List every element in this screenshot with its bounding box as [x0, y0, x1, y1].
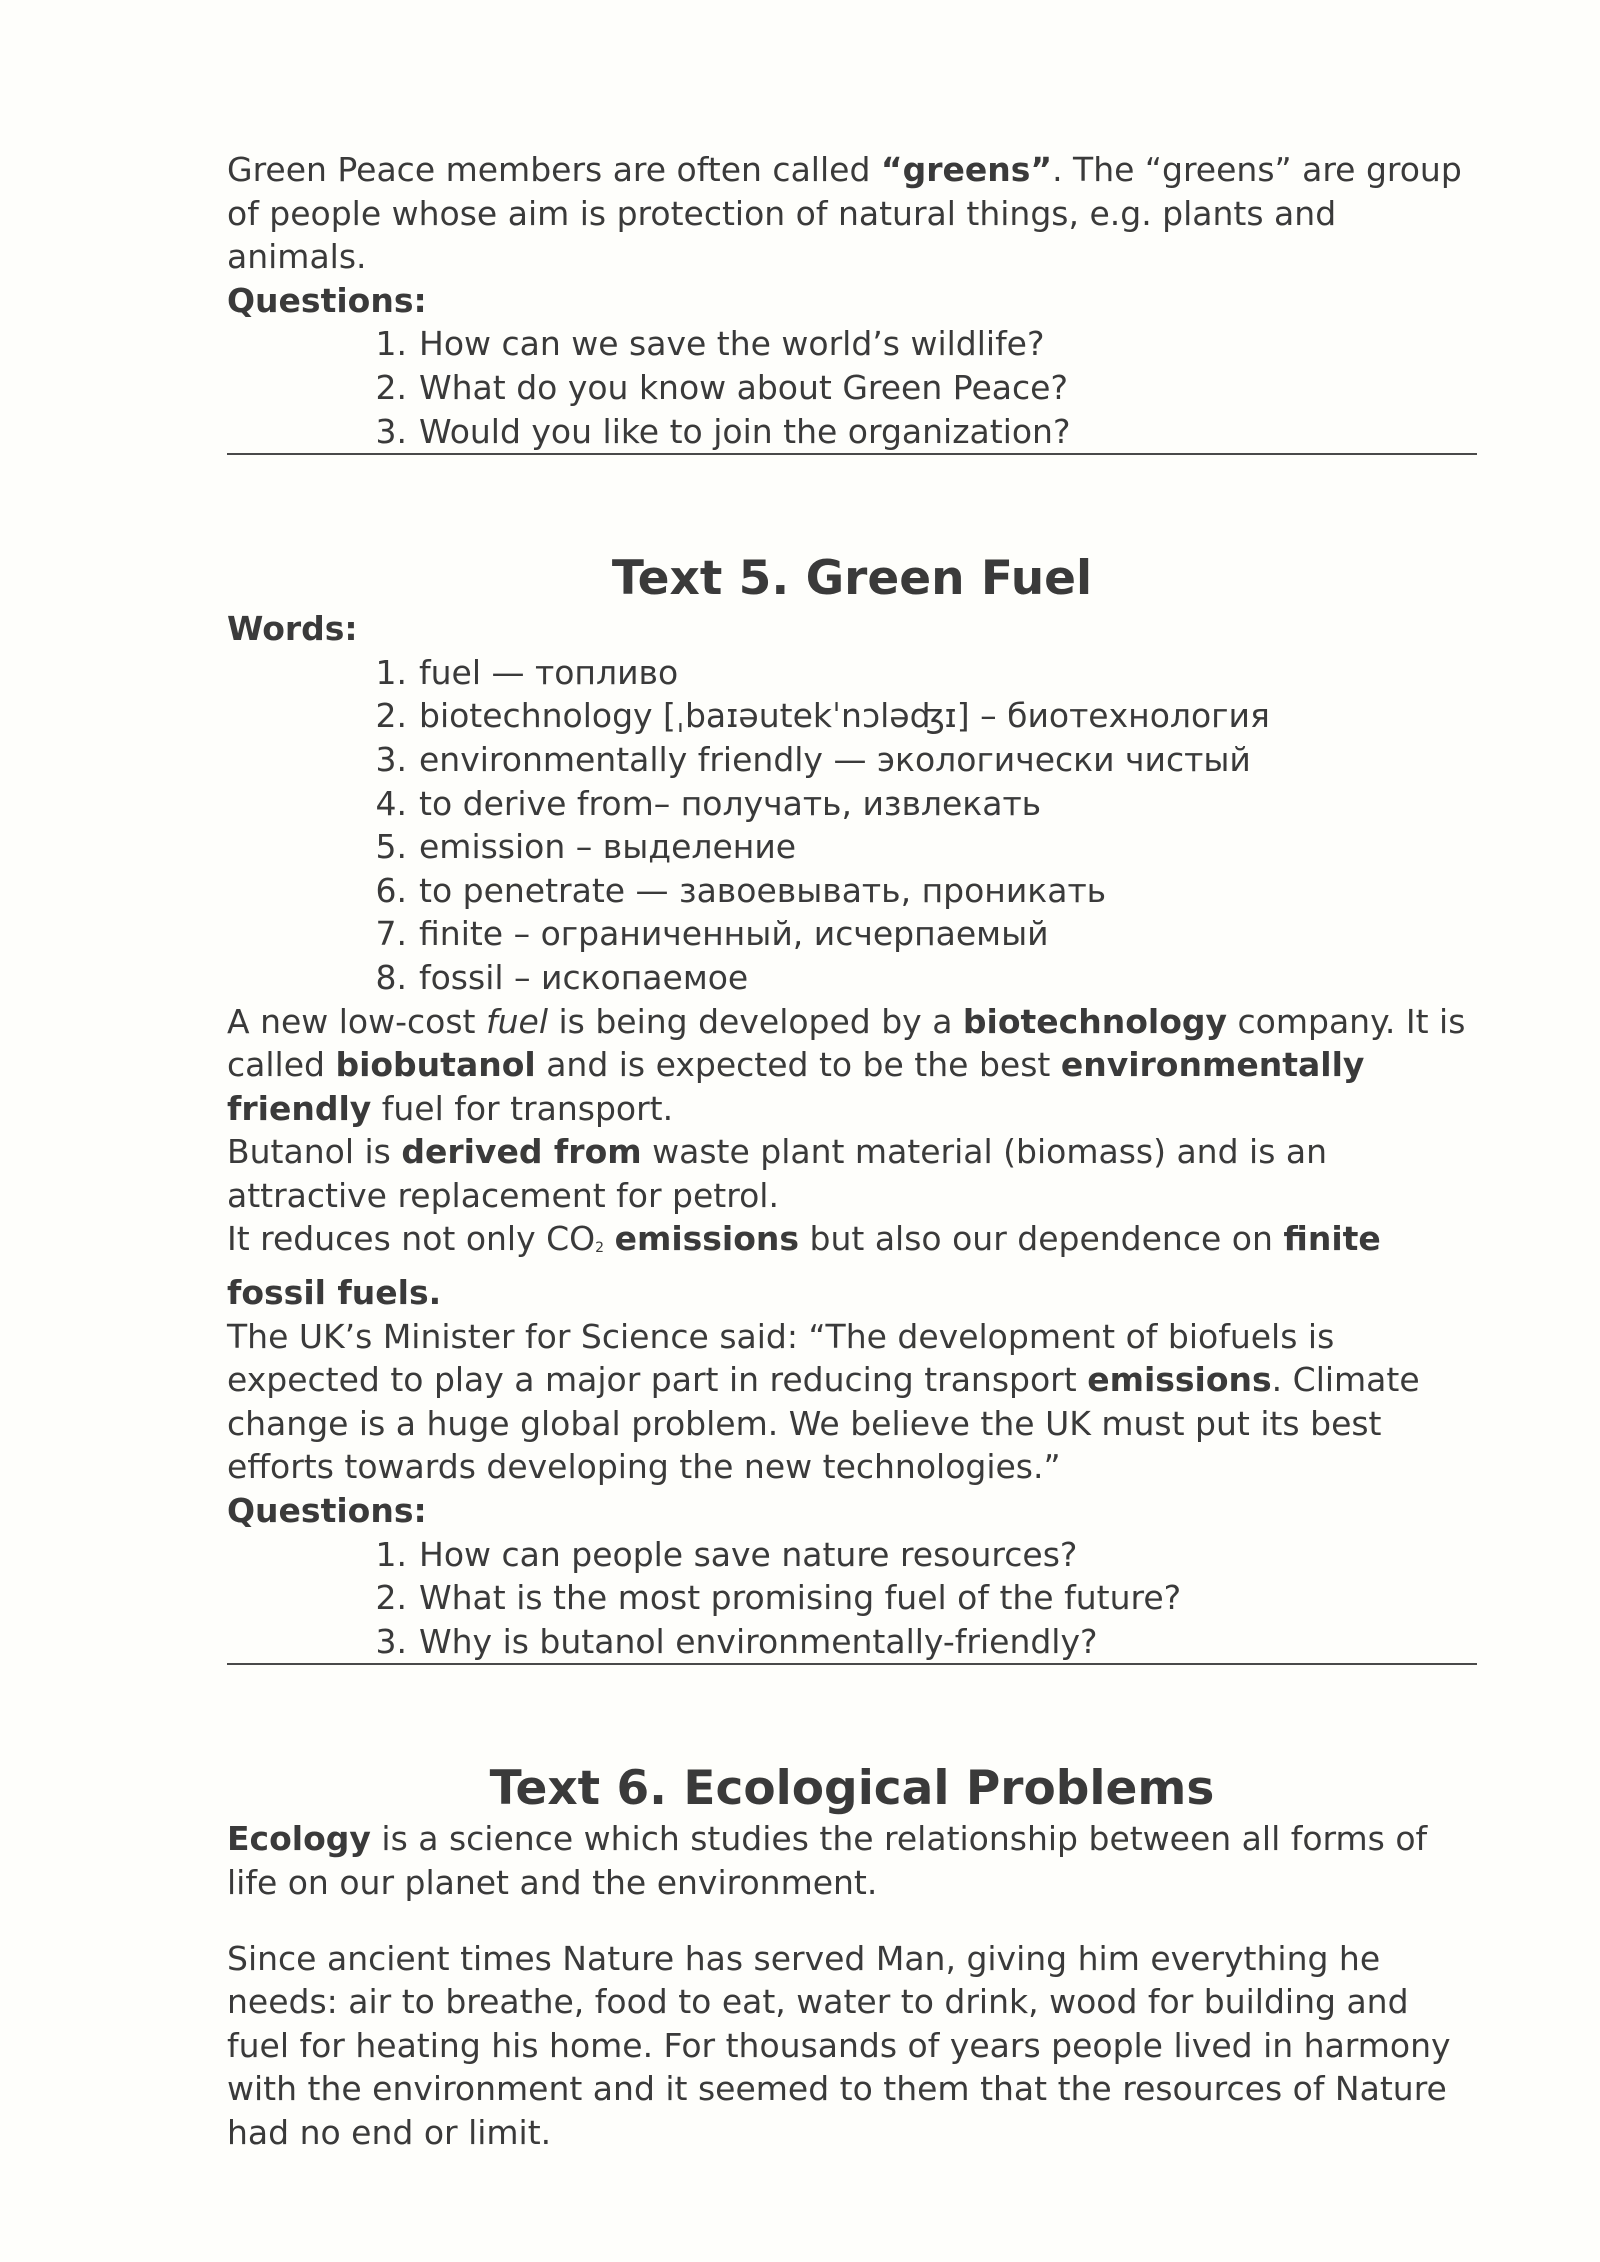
- list-item: 3. environmentally friendly — экологически чистый: [375, 739, 1251, 779]
- environmentally-friendly-term: environmentally friendly: [227, 1045, 1365, 1128]
- list-item: 2. What do you know about Green Peace?: [375, 367, 1068, 407]
- list-item: 3. Would you like to join the organization?: [375, 411, 1071, 451]
- spacer: [227, 1665, 1477, 1761]
- text6-paragraph-2: Since ancient times Nature has served Man, giving him everything he needs: air to breathe, food to eat, water to drink, wood for building and fuel for heating his home. For thousands of years people lived in harmony with the environment and it seemed to them that the resources of Nature had no end or limit.: [227, 1938, 1451, 2152]
- text5-title: Text 5. Green Fuel: [611, 551, 1093, 607]
- text5-paragraph-4: The UK’s Minister for Science said: “The development of biofuels is expected to play a major part in reducing transport emissions. Climate change is a huge global problem. We believe the UK must put its best efforts towards developing the new technologies.”: [227, 1316, 1420, 1487]
- text6-paragraph-1: Ecology is a science which studies the relationship between all forms of life on our planet and the environment.: [227, 1819, 1428, 1902]
- list-item: 2. biotechnology [ˌbaɪəutekˈnɔləʤɪ] – биотехнология: [375, 696, 1270, 736]
- biobutanol-term: biobutanol: [335, 1045, 536, 1085]
- intro-questions-label: Questions:: [227, 280, 427, 320]
- text5-questions-label: Questions:: [227, 1491, 427, 1531]
- intro-paragraph: [227, 148, 1477, 279]
- derived-from-term: derived from: [401, 1132, 642, 1172]
- text5-questions-list: [227, 1533, 1477, 1664]
- co2-subscript: 2: [595, 1240, 605, 1257]
- list-item: 4. to derive from– получать, извлекать: [375, 783, 1042, 823]
- finite-fossil-fuels-term: finite fossil fuels.: [227, 1219, 1381, 1313]
- biotechnology-term: biotechnology: [962, 1001, 1228, 1041]
- list-item: 1. fuel — топливо: [375, 652, 679, 692]
- intro-text-c: . The “greens” are group of people whose aim is protection of natural things, e.g. plants and animals.: [227, 150, 1462, 277]
- greens-term: “greens”: [880, 150, 1053, 189]
- document-page: [227, 148, 1477, 2155]
- list-item: 2. What is the most promising fuel of the future?: [375, 1578, 1182, 1618]
- spacer: [227, 1905, 1477, 1937]
- text5-paragraph-1: A new low-cost fuel is being developed by a biotechnology company. It is called biobutanol and is expected to be the best environmentally friendly fuel for transport.: [227, 1001, 1466, 1128]
- emissions-term: emissions: [1087, 1360, 1272, 1400]
- ecology-term: Ecology: [227, 1819, 371, 1859]
- spacer: [227, 455, 1477, 551]
- text6-title: Text 6. Ecological Problems: [489, 1761, 1215, 1817]
- list-item: 7. finite – ограниченный, исчерпаемый: [375, 914, 1049, 954]
- words-label: Words:: [227, 609, 358, 649]
- list-item: 3. Why is butanol environmentally-friendly?: [375, 1621, 1098, 1661]
- intro-questions-list: [227, 322, 1477, 453]
- list-item: 5. emission – выделение: [375, 827, 797, 867]
- text5-paragraph-2: Butanol is derived from waste plant material (biomass) and is an attractive replacement for petrol.: [227, 1132, 1328, 1215]
- list-item: 8. fossil – ископаемое: [375, 957, 749, 997]
- list-item: 6. to penetrate — завоевывать, проникать: [375, 870, 1107, 910]
- list-item: 1. How can people save nature resources?: [375, 1534, 1078, 1574]
- text5-paragraph-3: It reduces not only $CO_2$ emissions but also our dependence on finite fossil fuels.: [227, 1219, 1381, 1313]
- intro-text-a: Green Peace members are often called: [227, 150, 881, 189]
- words-list: [227, 651, 1477, 1000]
- emissions-term: emissions: [614, 1219, 800, 1259]
- fuel-term: fuel: [485, 1001, 548, 1041]
- list-item: 1. How can we save the world’s wildlife?: [375, 324, 1045, 364]
